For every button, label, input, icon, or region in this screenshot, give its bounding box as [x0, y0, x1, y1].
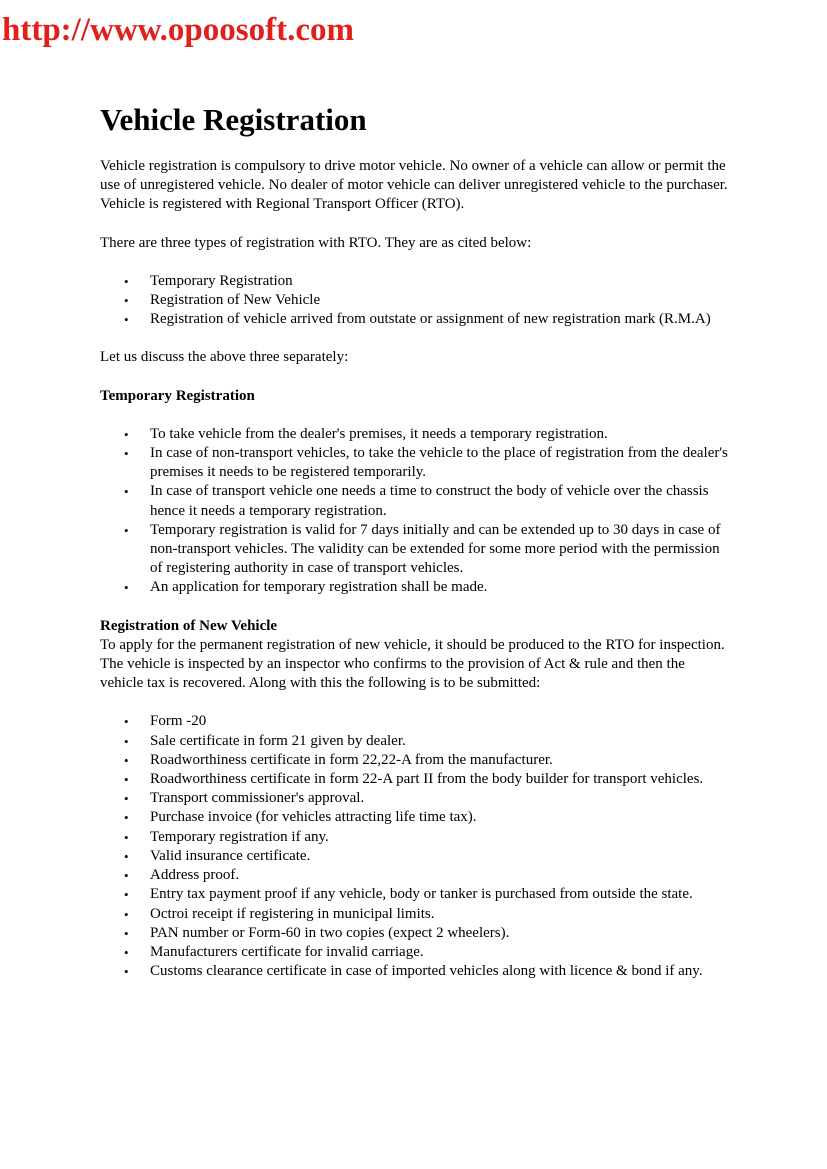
list-item: • Octroi receipt if registering in municipal limits.: [100, 905, 730, 924]
bullet-icon: •: [124, 446, 129, 462]
bullet-icon: •: [124, 733, 129, 749]
registration-types-list: [100, 272, 730, 330]
bullet-icon: •: [124, 848, 129, 864]
list-item: • Address proof.: [100, 866, 730, 885]
bullet-icon: •: [124, 522, 129, 538]
list-item: • In case of non-transport vehicles, to take the vehicle to the place of registration from the dealer's premises it needs to be registered temporarily.: [124, 445, 728, 481]
discuss-paragraph: Let us discuss the above three separately:: [100, 349, 349, 366]
list-item: • An application for temporary registration shall be made.: [100, 578, 730, 597]
types-intro-paragraph: There are three types of registration with RTO. They are as cited below:: [100, 234, 532, 251]
bullet-icon: •: [124, 752, 129, 768]
bullet-icon: •: [124, 964, 129, 980]
list-item: • Valid insurance certificate.: [100, 847, 730, 866]
bullet-icon: •: [124, 944, 129, 960]
list-item: • Form -20: [100, 712, 730, 731]
watermark-url: http://www.opoosoft.com: [2, 12, 354, 48]
temporary-registration-heading: Temporary Registration: [100, 387, 255, 404]
bullet-icon: •: [124, 714, 129, 730]
list-item: • Temporary Registration: [100, 272, 730, 291]
temporary-registration-list: [100, 425, 730, 598]
bullet-icon: •: [124, 312, 129, 328]
bullet-icon: •: [124, 772, 129, 788]
bullet-icon: •: [124, 580, 129, 596]
new-vehicle-heading: Registration of New Vehicle: [100, 617, 278, 634]
bullet-icon: •: [124, 791, 129, 807]
list-item: • Roadworthiness certificate in form 22-A part II from the body builder for transport vehicles.: [100, 770, 730, 789]
list-item: • In case of transport vehicle one needs a time to construct the body of vehicle over the chassis hence it needs a temporary registration.: [124, 483, 709, 519]
new-vehicle-documents-list: [100, 712, 730, 981]
list-item: • Temporary registration is valid for 7 days initially and can be extended up to 30 days in case of non-transport vehicles. The validity can be extended for some more period with the permission of registering authority in case of transport vehicles.: [124, 521, 721, 577]
list-item: • Purchase invoice (for vehicles attracting life time tax).: [100, 808, 730, 827]
intro-paragraph: Vehicle registration is compulsory to drive motor vehicle. No owner of a vehicle can allow or permit the use of unregistered vehicle. No dealer of motor vehicle can deliver unregistered vehicle to the purchaser. Vehicle is registered with Regional Transport Officer (RTO).: [100, 158, 728, 213]
list-item: • Temporary registration if any.: [100, 828, 730, 847]
list-item: • Roadworthiness certificate in form 22,22-A from the manufacturer.: [100, 751, 730, 770]
bullet-icon: •: [124, 925, 129, 941]
list-item: • Manufacturers certificate for invalid carriage.: [100, 943, 730, 962]
list-item: • Registration of New Vehicle: [100, 291, 730, 310]
bullet-icon: •: [124, 829, 129, 845]
bullet-icon: •: [124, 810, 129, 826]
bullet-icon: •: [124, 484, 129, 500]
bullet-icon: •: [124, 906, 129, 922]
list-item: • Transport commissioner's approval.: [100, 789, 730, 808]
bullet-icon: •: [124, 887, 129, 903]
bullet-icon: •: [124, 426, 129, 442]
bullet-icon: •: [124, 868, 129, 884]
list-item: • Entry tax payment proof if any vehicle, body or tanker is purchased from outside the state.: [100, 885, 730, 904]
bullet-icon: •: [124, 293, 129, 309]
list-item: • To take vehicle from the dealer's premises, it needs a temporary registration.: [100, 425, 730, 444]
list-item: • PAN number or Form-60 in two copies (expect 2 wheelers).: [100, 924, 730, 943]
list-item: • Sale certificate in form 21 given by dealer.: [100, 732, 730, 751]
list-item: • Registration of vehicle arrived from outstate or assignment of new registration mark (R.M.A): [100, 310, 730, 329]
document-page: [100, 100, 730, 1000]
bullet-icon: •: [124, 273, 129, 289]
list-item: • Customs clearance certificate in case of imported vehicles along with licence & bond if any.: [100, 962, 730, 981]
new-vehicle-paragraph: To apply for the permanent registration of new vehicle, it should be produced to the RTO for inspection. The vehicle is inspected by an inspector who confirms to the provision of Act & rule and then the vehicle tax is recovered. Along with this the following is to be submitted:: [100, 636, 725, 692]
page-title: Vehicle Registration: [100, 102, 367, 137]
